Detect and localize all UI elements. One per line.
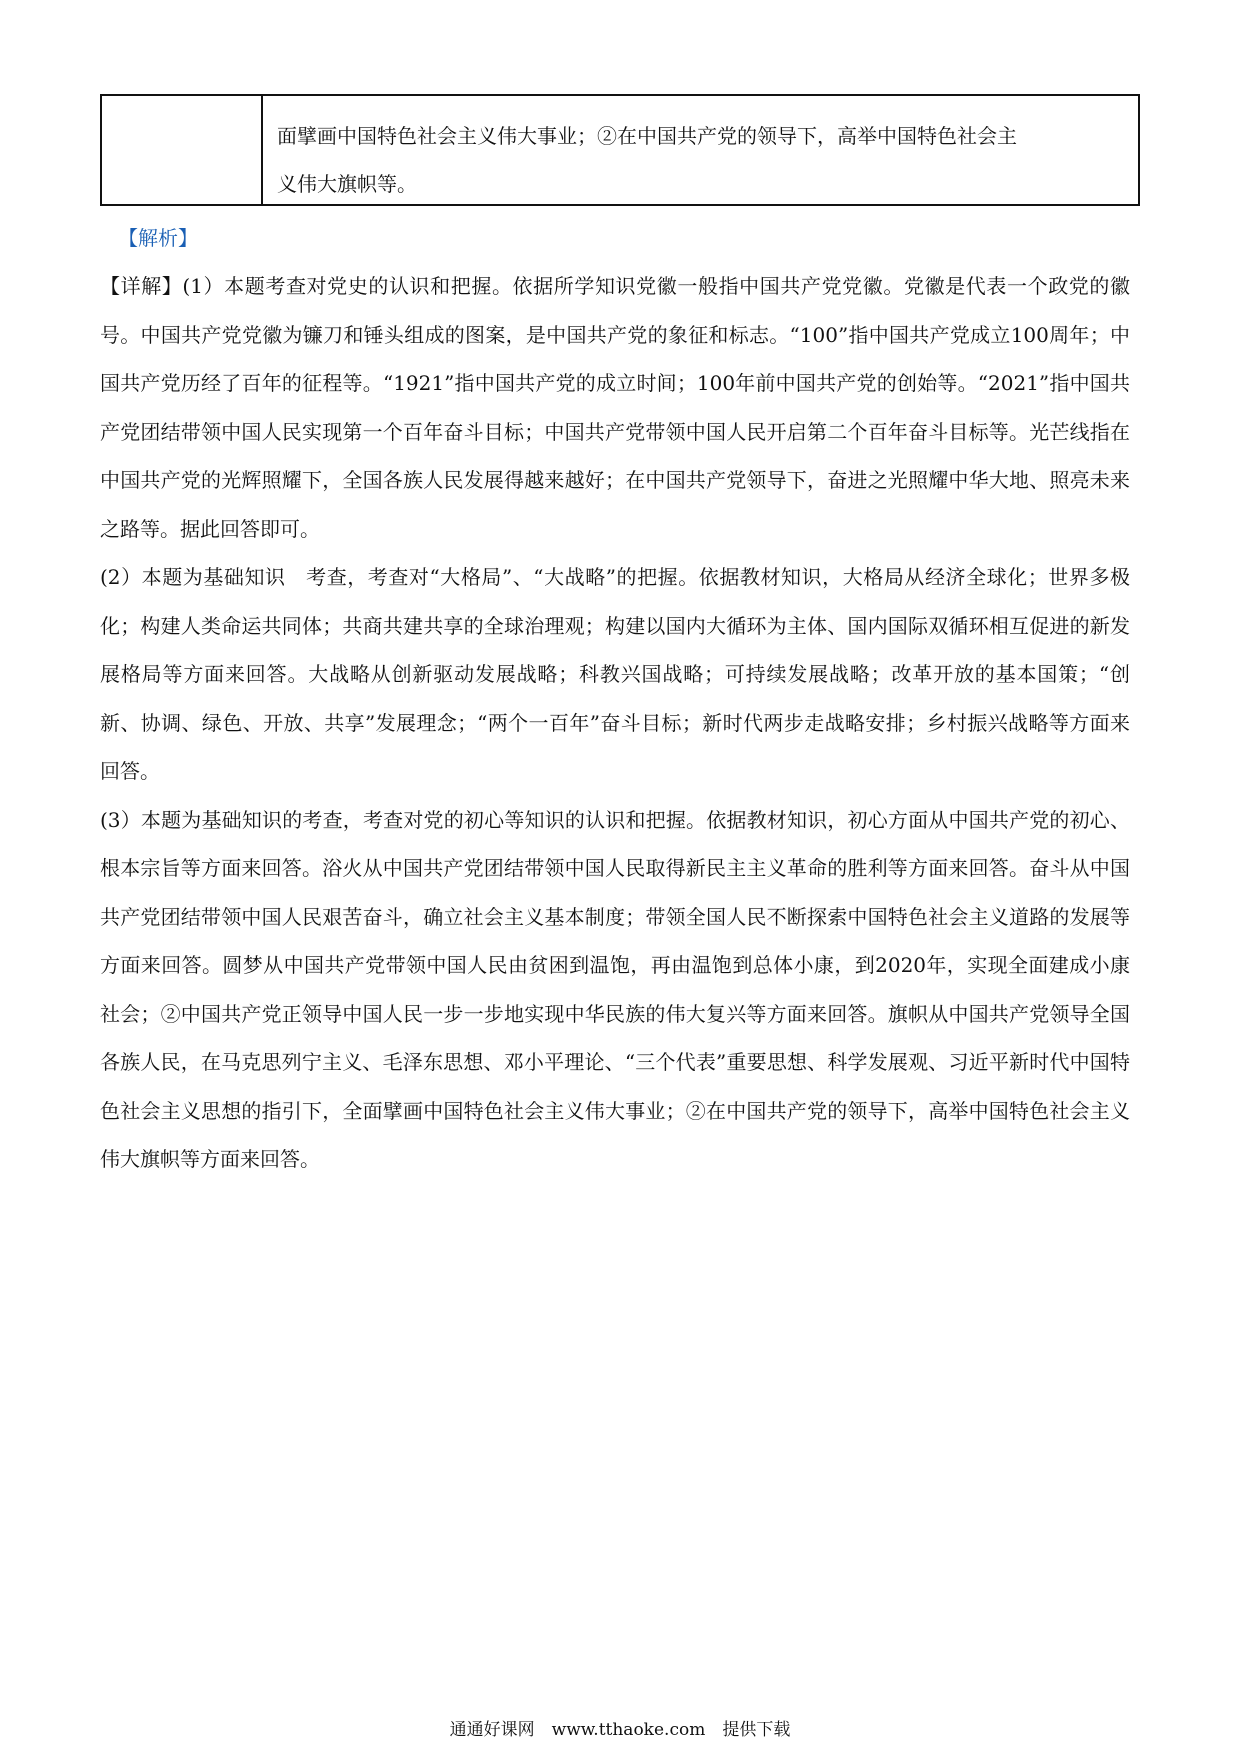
paragraph-1: 【详解】(1）本题考查对党史的认识和把握。依据所学知识党徽一般指中国共产党党徽。党徽是代表一个政党的徽号。中国共产党党徽为镰刀和锤头组成的图案，是中国共产党的象征和标志。“100”指中国共产党成立100周年；中国共产党历经了百年的征程等。“1921”指中国共产党的成立时间；100年前中国共产党的创始等。“2021”指中国共产党团结带领中国人民实现第一个百年奋斗目标；中国共产党带领中国人民开启第二个百年奋斗目标等。光芒线指在中国共产党的光辉照耀下，全国各族人民发展得越来越好；在中国共产党领导下，奋进之光照耀中华大地、照亮未来之路等。据此回答即可。 — [100, 274, 1130, 541]
analysis-heading: 【解析】 — [118, 226, 198, 250]
paragraph-2: (2）本题为基础知识 考查，考查对“大格局”、“大战略”的把握。依据教材知识，大格局从经济全球化；世界多极化；构建人类命运共同体；共商共建共享的全球治理观；构建以国内大循环为主体、国内国际双循环相互促进的新发展格局等方面来回答。大战略从创新驱动发展战略；科教兴国战略；可持续发展战略；改革开放的基本国策；“创新、协调、绿色、开放、共享”发展理念；“两个一百年”奋斗目标；新时代两步走战略安排；乡村振兴战略等方面来回答。 — [100, 565, 1130, 783]
paragraph-3: (3）本题为基础知识的考查，考查对党的初心等知识的认识和把握。依据教材知识，初心方面从中国共产党的初心、根本宗旨等方面来回答。浴火从中国共产党团结带领中国人民取得新民主主义革命的胜利等方面来回答。奋斗从中国共产党团结带领中国人民艰苦奋斗，确立社会主义基本制度；带领全国人民不断探索中国特色社会主义道路的发展等方面来回答。圆梦从中国共产党带领中国人民由贫困到温饱，再由温饱到总体小康，到2020年，实现全面建成小康社会；②中国共产党正领导中国人民一步一步地实现中华民族的伟大复兴等方面来回答。旗帜从中国共产党领导全国各族人民，在马克思列宁主义、毛泽东思想、邓小平理论、“三个代表”重要思想、科学发展观、习近平新时代中国特色社会主义思想的指引下，全面擘画中国特色社会主义伟大事业；②在中国共产党的领导下，高举中国特色社会主义伟大旗帜等方面来回答。 — [100, 807, 1130, 1171]
table-text-line-2: 义伟大旗帜等。 — [277, 172, 417, 196]
table-text-line-1: 面擘画中国特色社会主义伟大事业；②在中国共产党的领导下，高举中国特色社会主 — [277, 124, 1017, 148]
table-right-cell — [263, 96, 1138, 204]
table-left-cell — [102, 96, 263, 204]
analysis-body — [100, 262, 1130, 1184]
answer-table — [100, 94, 1140, 206]
page-footer: 通通好课网 www.tthaoke.com 提供下载 — [449, 1720, 791, 1740]
